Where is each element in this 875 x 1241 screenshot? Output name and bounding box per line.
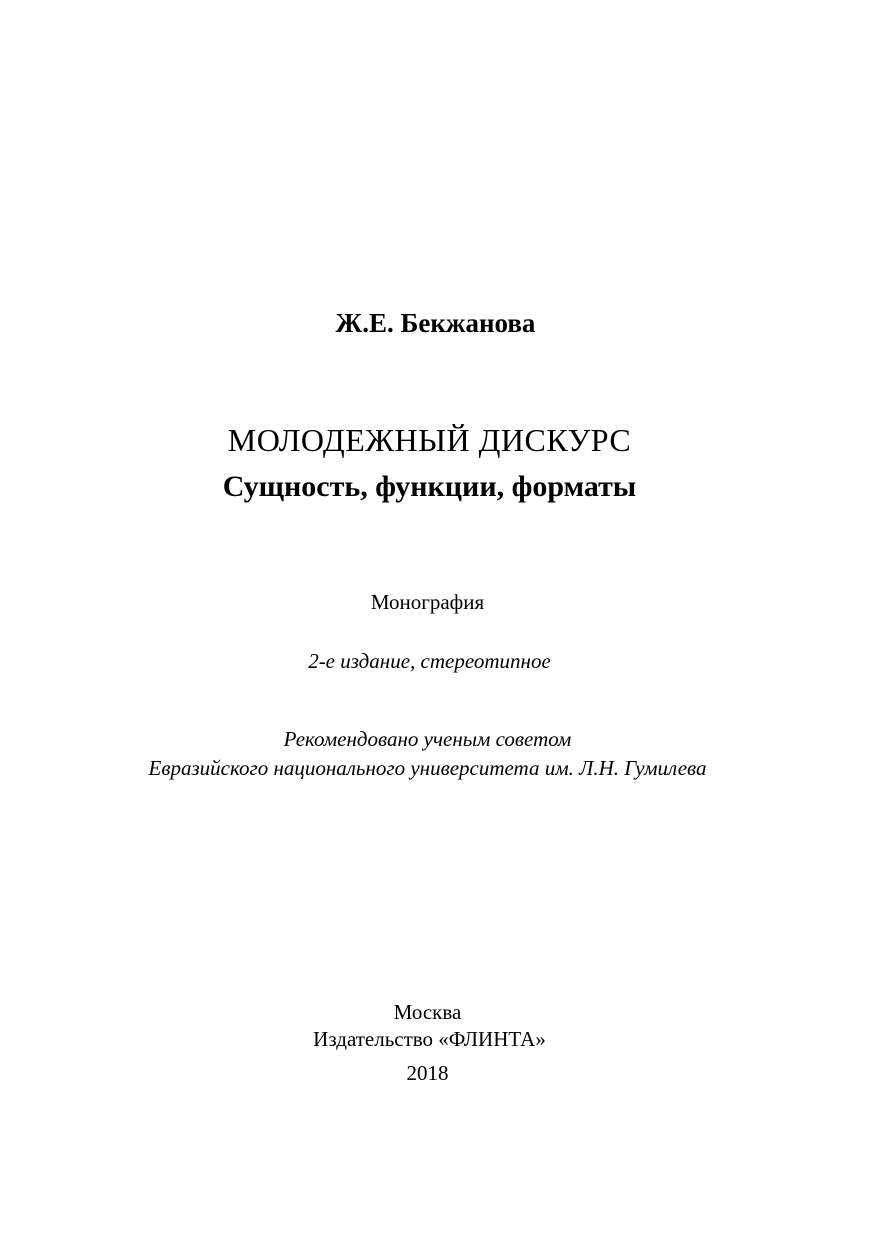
book-genre: Монография: [370, 590, 485, 614]
edition-note: 2-е издание, стереотипное: [308, 649, 551, 673]
author-name: Ж.Е. Бекжанова: [335, 308, 536, 338]
book-title: МОЛОДЕЖНЫЙ ДИСКУРС: [227, 422, 632, 458]
book-subtitle: Сущность, функции, форматы: [222, 470, 637, 503]
publication-year: 2018: [406, 1061, 449, 1085]
publication-city: Москва: [393, 1000, 462, 1024]
recommendation-line-1: Рекомендовано ученым советом: [283, 727, 572, 751]
recommendation-line-2: Евразийского национального университета им. Л.Н. Гумилева: [148, 756, 707, 780]
publisher-name: Издательство «ФЛИНТА»: [313, 1027, 546, 1051]
